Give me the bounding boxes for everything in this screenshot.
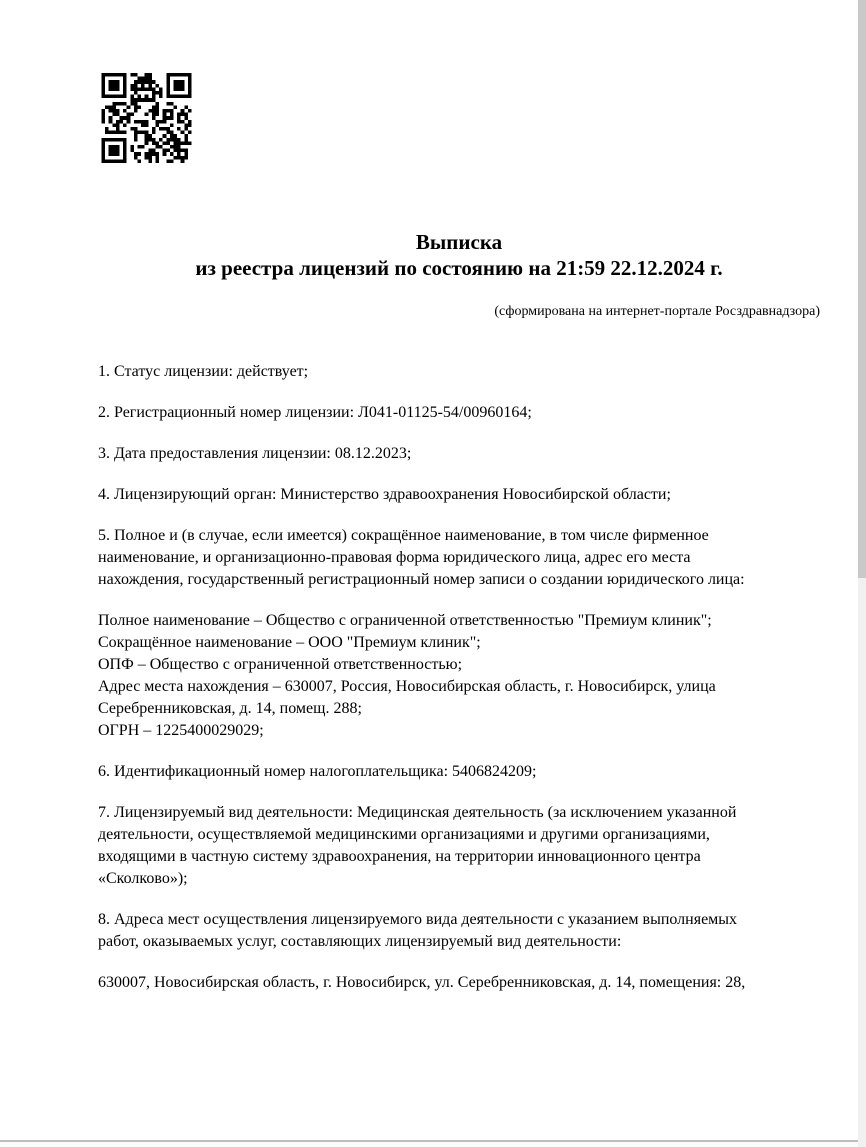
text-line: работ, оказываемых услуг, составляющих лицензируемый вид деятельности:: [98, 933, 622, 950]
text-line: Серебренниковская, д. 14, помещ. 288;: [98, 700, 362, 717]
paragraph-8: [98, 802, 826, 890]
text-line: «Сколково»);: [98, 870, 188, 887]
document-body: [98, 361, 826, 1013]
paragraph-9: [98, 909, 826, 953]
text-line: 5. Полное и (в случае, если имеется) сокращённое наименование, в том числе фирменное: [98, 527, 709, 544]
text-line: нахождения, государственный регистрационный номер записи о создании юридического лица:: [98, 571, 745, 588]
vertical-scrollbar-track[interactable]: [858, 0, 866, 1147]
text-line: 4. Лицензирующий орган: Министерство здравоохранения Новосибирской области;: [98, 486, 671, 503]
text-line: ОПФ – Общество с ограниченной ответственностью;: [98, 656, 463, 673]
paragraph-1: [98, 361, 826, 383]
text-line: входящими в частную систему здравоохранения, на территории инновационного центра: [98, 848, 701, 865]
text-line: 1. Статус лицензии: действует;: [98, 363, 309, 380]
text-line: Адрес места нахождения – 630007, Россия, Новосибирская область, г. Новосибирск, улица: [98, 678, 716, 695]
text-line: 3. Дата предоставления лицензии: 08.12.2023;: [98, 445, 412, 462]
text-line: 8. Адреса мест осуществления лицензируемого вида деятельности с указанием выполняемых: [98, 911, 738, 928]
paragraph-5: [98, 525, 826, 591]
title-line-1: Выписка: [415, 230, 503, 254]
paragraph-4: [98, 484, 826, 506]
paragraph-6: [98, 610, 826, 742]
page-bottom-edge: [0, 1140, 858, 1147]
qr-code-icon: [100, 73, 193, 163]
text-line: 6. Идентификационный номер налогоплательщика: 5406824209;: [98, 763, 537, 780]
text-line: Полное наименование – Общество с ограниченной ответственностью "Премиум клиник";: [98, 612, 712, 629]
text-line: ОГРН – 1225400029029;: [98, 722, 264, 739]
document-subtitle: (сформирована на интернет-портале Росздравнадзора): [494, 304, 820, 319]
paragraph-3: [98, 443, 826, 465]
paragraph-10: [98, 972, 826, 994]
title-line-2: из реестра лицензий по состоянию на 21:59 22.12.2024 г.: [195, 256, 723, 280]
document-title: [98, 229, 820, 281]
paragraph-7: [98, 761, 826, 783]
text-line: 2. Регистрационный номер лицензии: Л041-01125-54/00960164;: [98, 404, 532, 421]
paragraph-2: [98, 402, 826, 424]
vertical-scrollbar-thumb[interactable]: [858, 0, 866, 578]
text-line: деятельности, осуществляемой медицинскими организациями и другими организациями,: [98, 826, 710, 843]
text-line: Сокращённое наименование – ООО "Премиум клиник";: [98, 634, 481, 651]
text-line: 7. Лицензируемый вид деятельности: Медицинская деятельность (за исключением указанной: [98, 804, 737, 821]
text-line: наименование, и организационно-правовая форма юридического лица, адрес его места: [98, 549, 691, 566]
text-line: 630007, Новосибирская область, г. Новосибирск, ул. Серебренниковская, д. 14, помещения: 28,: [98, 974, 746, 991]
